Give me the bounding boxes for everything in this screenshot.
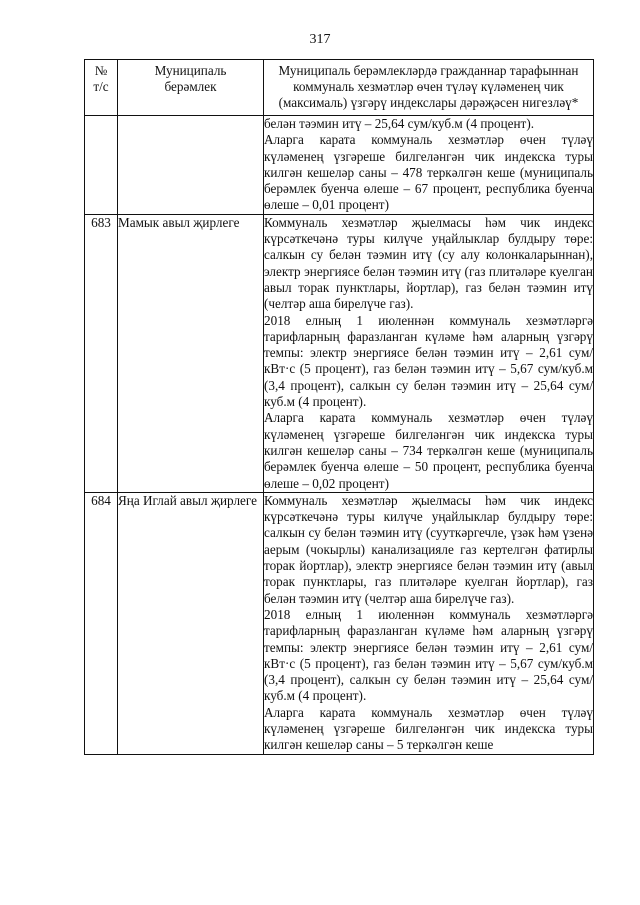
table-row [85,492,594,754]
description-paragraph: 2018 елның 1 июленнән коммуналь хезмәтләргә тарифларның фаразланган күләме һәм аларның үзгәрү темпы: электр энергиясе белән тәэмин итү – 2,61 сум/кВт·с (5 процент), газ белән тәэмин итү – 5,67 сум/куб.м (3,4 процент), салкын су белән тәэмин итү – 25,64 сум/куб.м (4 процент). [264,312,593,410]
description-paragraph: Коммуналь хезмәтләр җыелмасы һәм чик индекс күрсәткечәнә туры килүче уңайлыклар булдыру төре: салкын су белән тәэмин итү (су алу колонкаларыннан), электр энергиясе белән тәэмин итү (газ плитәләре куелган авыл торак пунктлары, йортлар), газ белән тәэмин итү (челтәр аша бирелүче газ). [264,214,593,312]
row-description [264,116,594,215]
page-number: 317 [309,32,331,47]
description-paragraph: Аларга карата коммуналь хезмәтләр өчен түләү күләменең үзгәреше билгеләнгән чик индекска туры килгән кешеләр саны – 5 теркәлгән кеше [264,704,593,753]
municipality-table [84,59,594,755]
row-number: 684 [85,492,118,754]
header-municipality: Муниципаль берәмлек [118,60,264,116]
table-row [85,214,594,492]
table-row [85,116,594,215]
description-paragraph: Аларга карата коммуналь хезмәтләр өчен түләү күләменең үзгәреше билгеләнгән чик индекска туры килгән кешеләр саны – 734 теркәлгән кеше (муниципаль берәмлек буенча өлеше – 50 процент, республика буенча өлеше – 0,02 процент) [264,410,593,491]
table-header-row [85,60,594,116]
description-paragraph: белән тәэмин итү – 25,64 сум/куб.м (4 процент). [264,116,535,131]
row-description [264,492,594,754]
row-description [264,214,594,492]
description-paragraph: 2018 елның 1 июленнән коммуналь хезмәтләргә тарифларның фаразланган күләме һәм аларның үзгәрү темпы: электр энергиясе белән тәэмин итү – 2,61 сум/кВт·с (5 процент), газ белән тәэмин итү – 5,67 сум/куб.м (3,4 процент), салкын су белән тәэмин итү – 25,64 сум/куб.м (4 процент). [264,606,593,704]
row-number [85,116,118,215]
row-municipality: Яңа Иглай авыл җирлеге [118,492,264,754]
row-municipality [118,116,264,215]
header-basis: Муниципаль берәмлекләрдә гражданнар тарафыннан коммуналь хезмәтләр өчен түләү күләменең чик (максималь) үзгәрү индекслары дәрәҗәсен нигезләү* [264,60,594,116]
row-municipality: Мамык авыл җирлеге [118,214,264,492]
description-paragraph: Коммуналь хезмәтләр җыелмасы һәм чик индекс күрсәткечәнә туры килүче уңайлыклар булдыру төре: салкын су белән тәэмин итү (сууткәргечле, үзәк һәм үзенә аерым (чокырлы) канализацияле газ кертелгән фатирлы торак йортлар), электр энергиясе белән тәэмин итү (авыл торак пунктлары, газ плитәләре куелган йортлар), газ белән тәэмин итү (челтәр аша бирелүче газ). [264,492,593,606]
header-number: № т/с [85,60,118,116]
description-paragraph: Аларга карата коммуналь хезмәтләр өчен түләү күләменең үзгәреше билгеләнгән чик индекска туры килгән кешеләр саны – 478 теркәлгән кеше (муниципаль берәмлек буенча өлеше – 67 процент, республика буенча өлеше – 0,01 процент) [264,132,593,213]
row-number: 683 [85,214,118,492]
